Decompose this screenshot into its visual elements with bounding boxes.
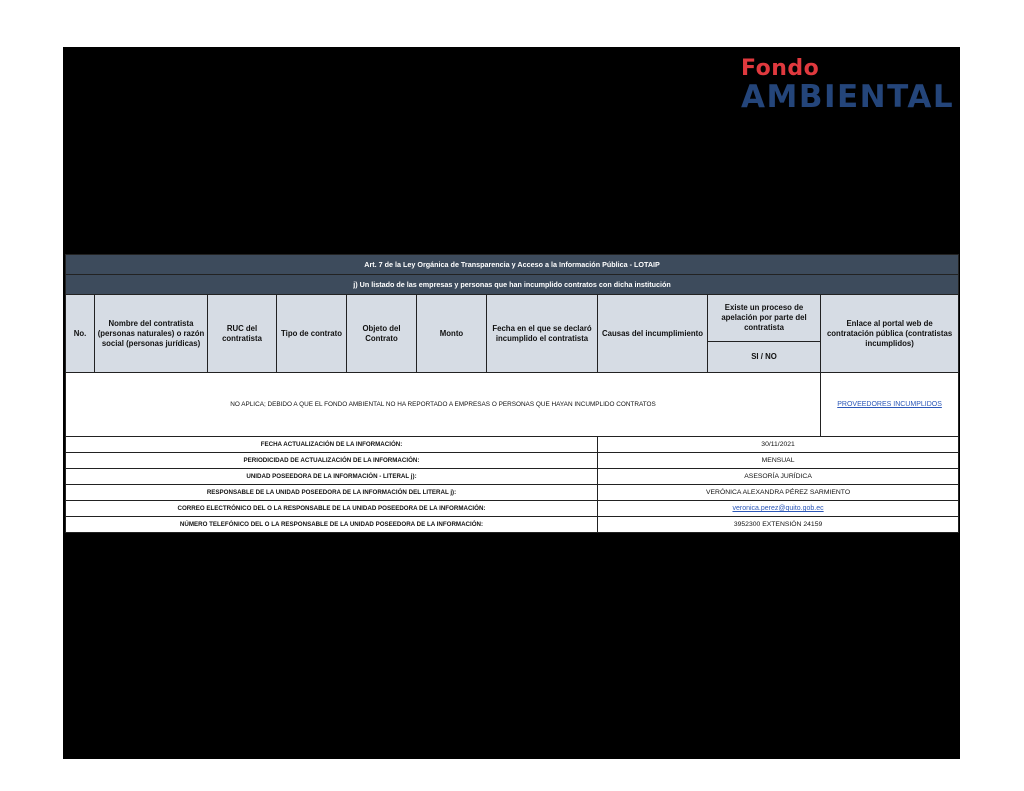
meta-value: VERÓNICA ALEXANDRA PÉREZ SARMIENTO [598,485,959,501]
header-apelacion: Existe un proceso de apelación por parte del contratista [708,295,821,342]
meta-value: ASESORÍA JURÍDICA [598,469,959,485]
header-monto: Monto [417,295,487,373]
lotaip-table [65,254,959,533]
proveedores-cell [821,373,959,437]
logo-line-2: AMBIENTAL [741,79,955,115]
meta-label: NÚMERO TELEFÓNICO DEL O LA RESPONSABLE DE LA UNIDAD POSEEDORA DE LA INFORMACIÓN: [66,517,598,533]
header-fecha: Fecha en el que se declaró incumplido el contratista [487,295,598,373]
email-link[interactable]: veronica.perez@quito.gob.ec [732,505,824,512]
fondo-ambiental-logo [741,56,955,115]
meta-label: PERIODICIDAD DE ACTUALIZACIÓN DE LA INFORMACIÓN: [66,453,598,469]
header-no: No. [66,295,95,373]
meta-label: UNIDAD POSEEDORA DE LA INFORMACIÓN - LITERAL j): [66,469,598,485]
logo-line-1: Fondo [741,56,820,81]
law-title-band: Art. 7 de la Ley Orgánica de Transparencia y Acceso a la Información Pública - LOTAIP [66,255,959,275]
meta-value: 30/11/2021 [598,437,959,453]
header-nombre: Nombre del contratista (personas naturales) o razón social (personas jurídicas) [95,295,208,373]
literal-title-band: j) Un listado de las empresas y personas que han incumplido contratos con dicha institución [66,275,959,295]
proveedores-incumplidos-link[interactable]: PROVEEDORES INCUMPLIDOS [837,401,942,408]
email-value-cell [598,501,959,517]
header-si-no: SI / NO [708,342,821,373]
header-ruc: RUC del contratista [208,295,277,373]
header-objeto: Objeto del Contrato [347,295,417,373]
header-causas: Causas del incumplimiento [598,295,708,373]
header-tipo: Tipo de contrato [277,295,347,373]
meta-value: 3952300 EXTENSIÓN 24159 [598,517,959,533]
meta-label: RESPONSABLE DE LA UNIDAD POSEEDORA DE LA INFORMACIÓN DEL LITERAL j): [66,485,598,501]
meta-label: FECHA ACTUALIZACIÓN DE LA INFORMACIÓN: [66,437,598,453]
no-aplica-note: NO APLICA; DEBIDO A QUE EL FONDO AMBIENTAL NO HA REPORTADO A EMPRESAS O PERSONAS QUE HAYAN INCUMPLIDO CONTRATOS [66,373,821,437]
header-enlace: Enlace al portal web de contratación pública (contratistas incumplidos) [821,295,959,373]
meta-label: CORREO ELECTRÓNICO DEL O LA RESPONSABLE DE LA UNIDAD POSEEDORA DE LA INFORMACIÓN: [66,501,598,517]
meta-value: MENSUAL [598,453,959,469]
